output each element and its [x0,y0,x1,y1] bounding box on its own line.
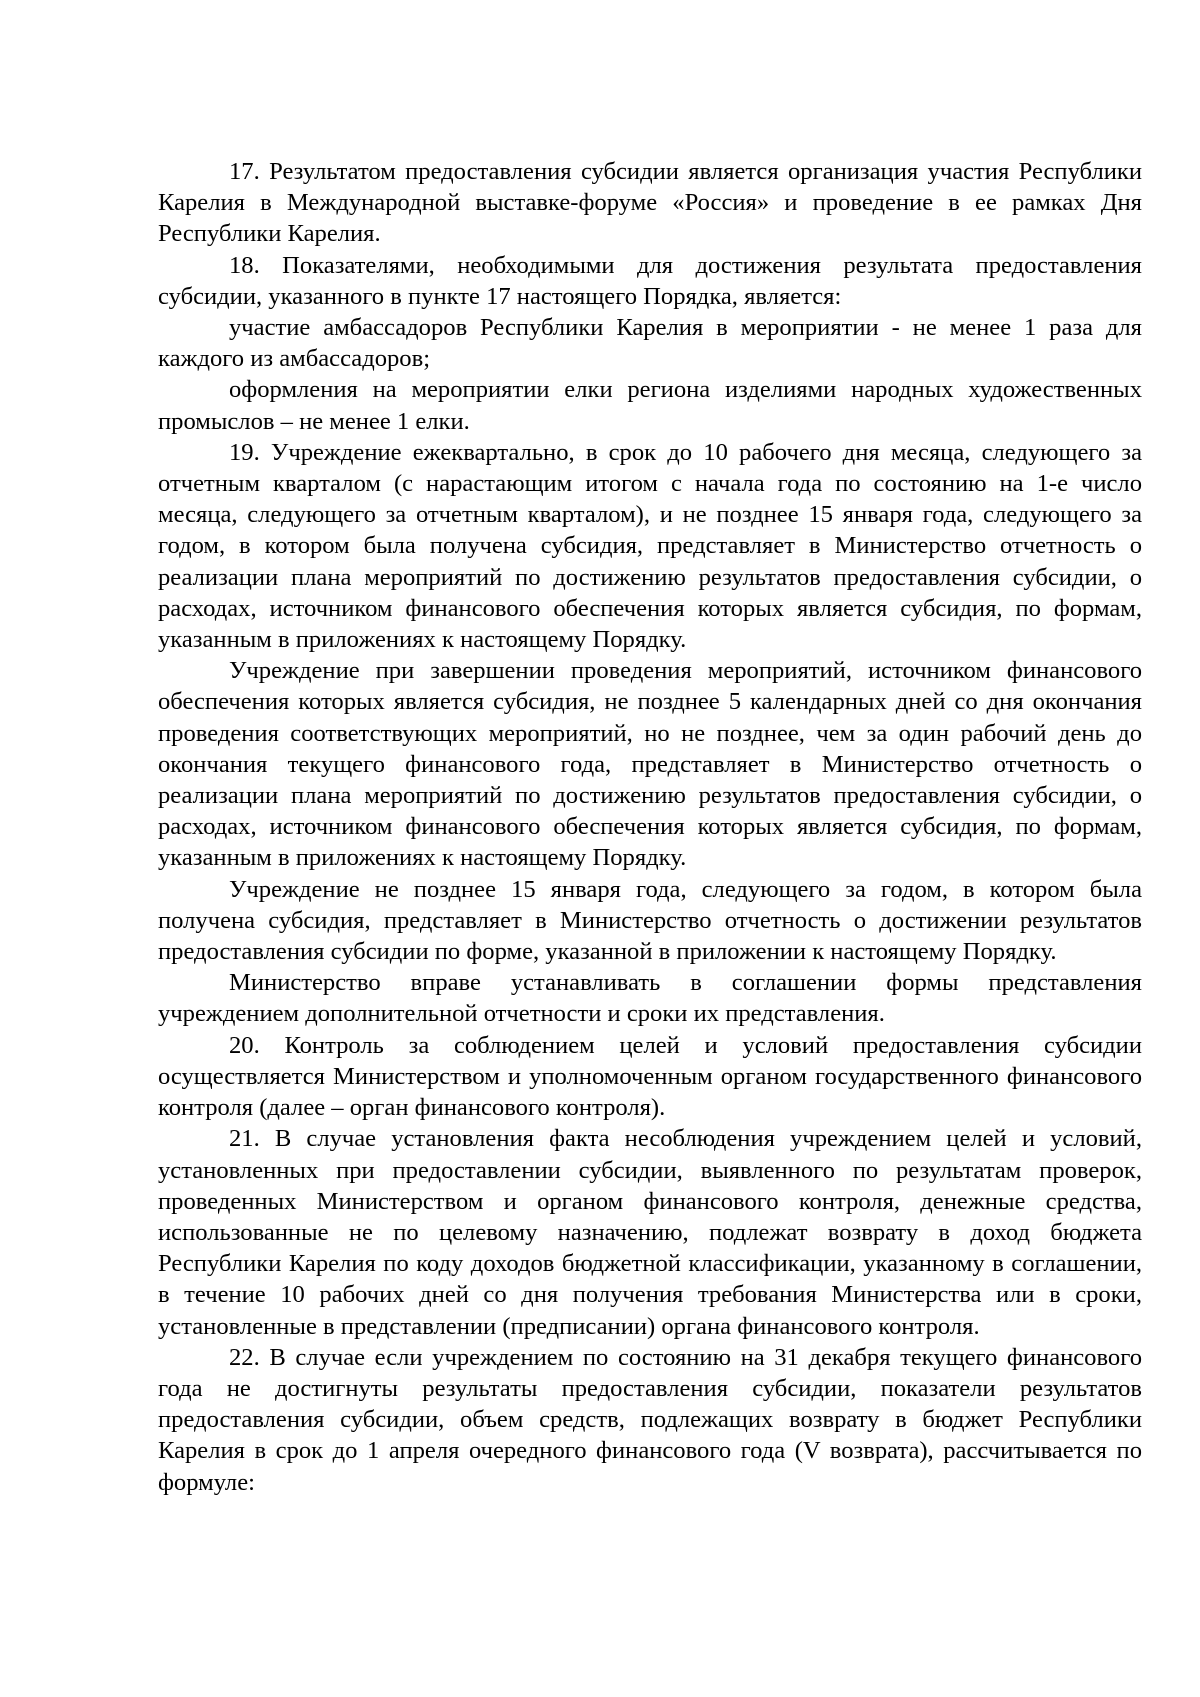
document-body [158,156,1142,1498]
paragraph-event-reporting: Учреждение при завершении проведения мероприятий, источником финансового обеспечения которых является субсидия, не позднее 5 календарных дней со дня окончания проведения соответствующих мероприятий, но не позднее, чем за один рабочий день до окончания текущего финансового года, представляет в Министерство отчетность о реализации плана мероприятий по достижению результатов предоставления субсидии, о расходах, источником финансового обеспечения которых является субсидия, по формам, указанным в приложениях к настоящему Порядку. [158,657,1142,872]
paragraph-19-quarterly-reporting: 19. Учреждение ежеквартально, в срок до 10 рабочего дня месяца, следующего за отчетным кварталом (с нарастающим итогом с начала года по состоянию на 1-е число месяца, следующего за отчетным кварталом), и не позднее 15 января года, следующего за годом, в котором была получена субсидия, представляет в Министерство отчетность о реализации плана мероприятий по достижению результатов предоставления субсидии, о расходах, источником финансового обеспечения которых является субсидия, по формам, указанным в приложениях к настоящему Порядку. [158,438,1142,654]
paragraph-indicator-tree: оформления на мероприятии елки региона изделиями народных художественных промыслов – не менее 1 елки. [158,376,1142,435]
paragraph-additional-reporting: Министерство вправе устанавливать в соглашении формы представления учреждением дополнительной отчетности и сроки их представления. [158,969,1142,1028]
paragraph-20-control: 20. Контроль за соблюдением целей и условий предоставления субсидии осуществляется Министерством и уполномоченным органом государственного финансового контроля (далее – орган финансового контроля). [158,1031,1142,1122]
paragraph-18-indicators: 18. Показателями, необходимыми для достижения результата предоставления субсидии, указанного в пункте 17 настоящего Порядка, является: [158,251,1142,310]
paragraph-22-formula: 22. В случае если учреждением по состоянию на 31 декабря текущего финансового года не достигнуты результаты предоставления субсидии, показатели результатов предоставления субсидии, объем средств, подлежащих возврату в бюджет Республики Карелия в срок до 1 апреля очередного финансового года (V возврата), рассчитывается по формуле: [158,1343,1142,1496]
paragraph-annual-reporting: Учреждение не позднее 15 января года, следующего за годом, в котором была получена субсидия, представляет в Министерство отчетность о достижении результатов предоставления субсидии по форме, указанной в приложении к настоящему Порядку. [158,875,1142,966]
paragraph-indicator-ambassadors: участие амбассадоров Республики Карелия в мероприятии - не менее 1 раза для каждого из амбассадоров; [158,314,1142,373]
paragraph-17-result: 17. Результатом предоставления субсидии является организация участия Республики Карелия в Международной выставке-форуме «Россия» и проведение в ее рамках Дня Республики Карелия. [158,158,1142,248]
paragraph-21-refund: 21. В случае установления факта несоблюдения учреждением целей и условий, установленных при предоставлении субсидии, выявленного по результатам проверок, проведенных Министерством и органом финансового контроля, денежные средства, использованные не по целевому назначению, подлежат возврату в доход бюджета Республики Карелия по коду доходов бюджетной классификации, указанному в соглашении, в течение 10 рабочих дней со дня получения требования Министерства или в сроки, установленные в представлении (предписании) органа финансового контроля. [158,1125,1142,1340]
